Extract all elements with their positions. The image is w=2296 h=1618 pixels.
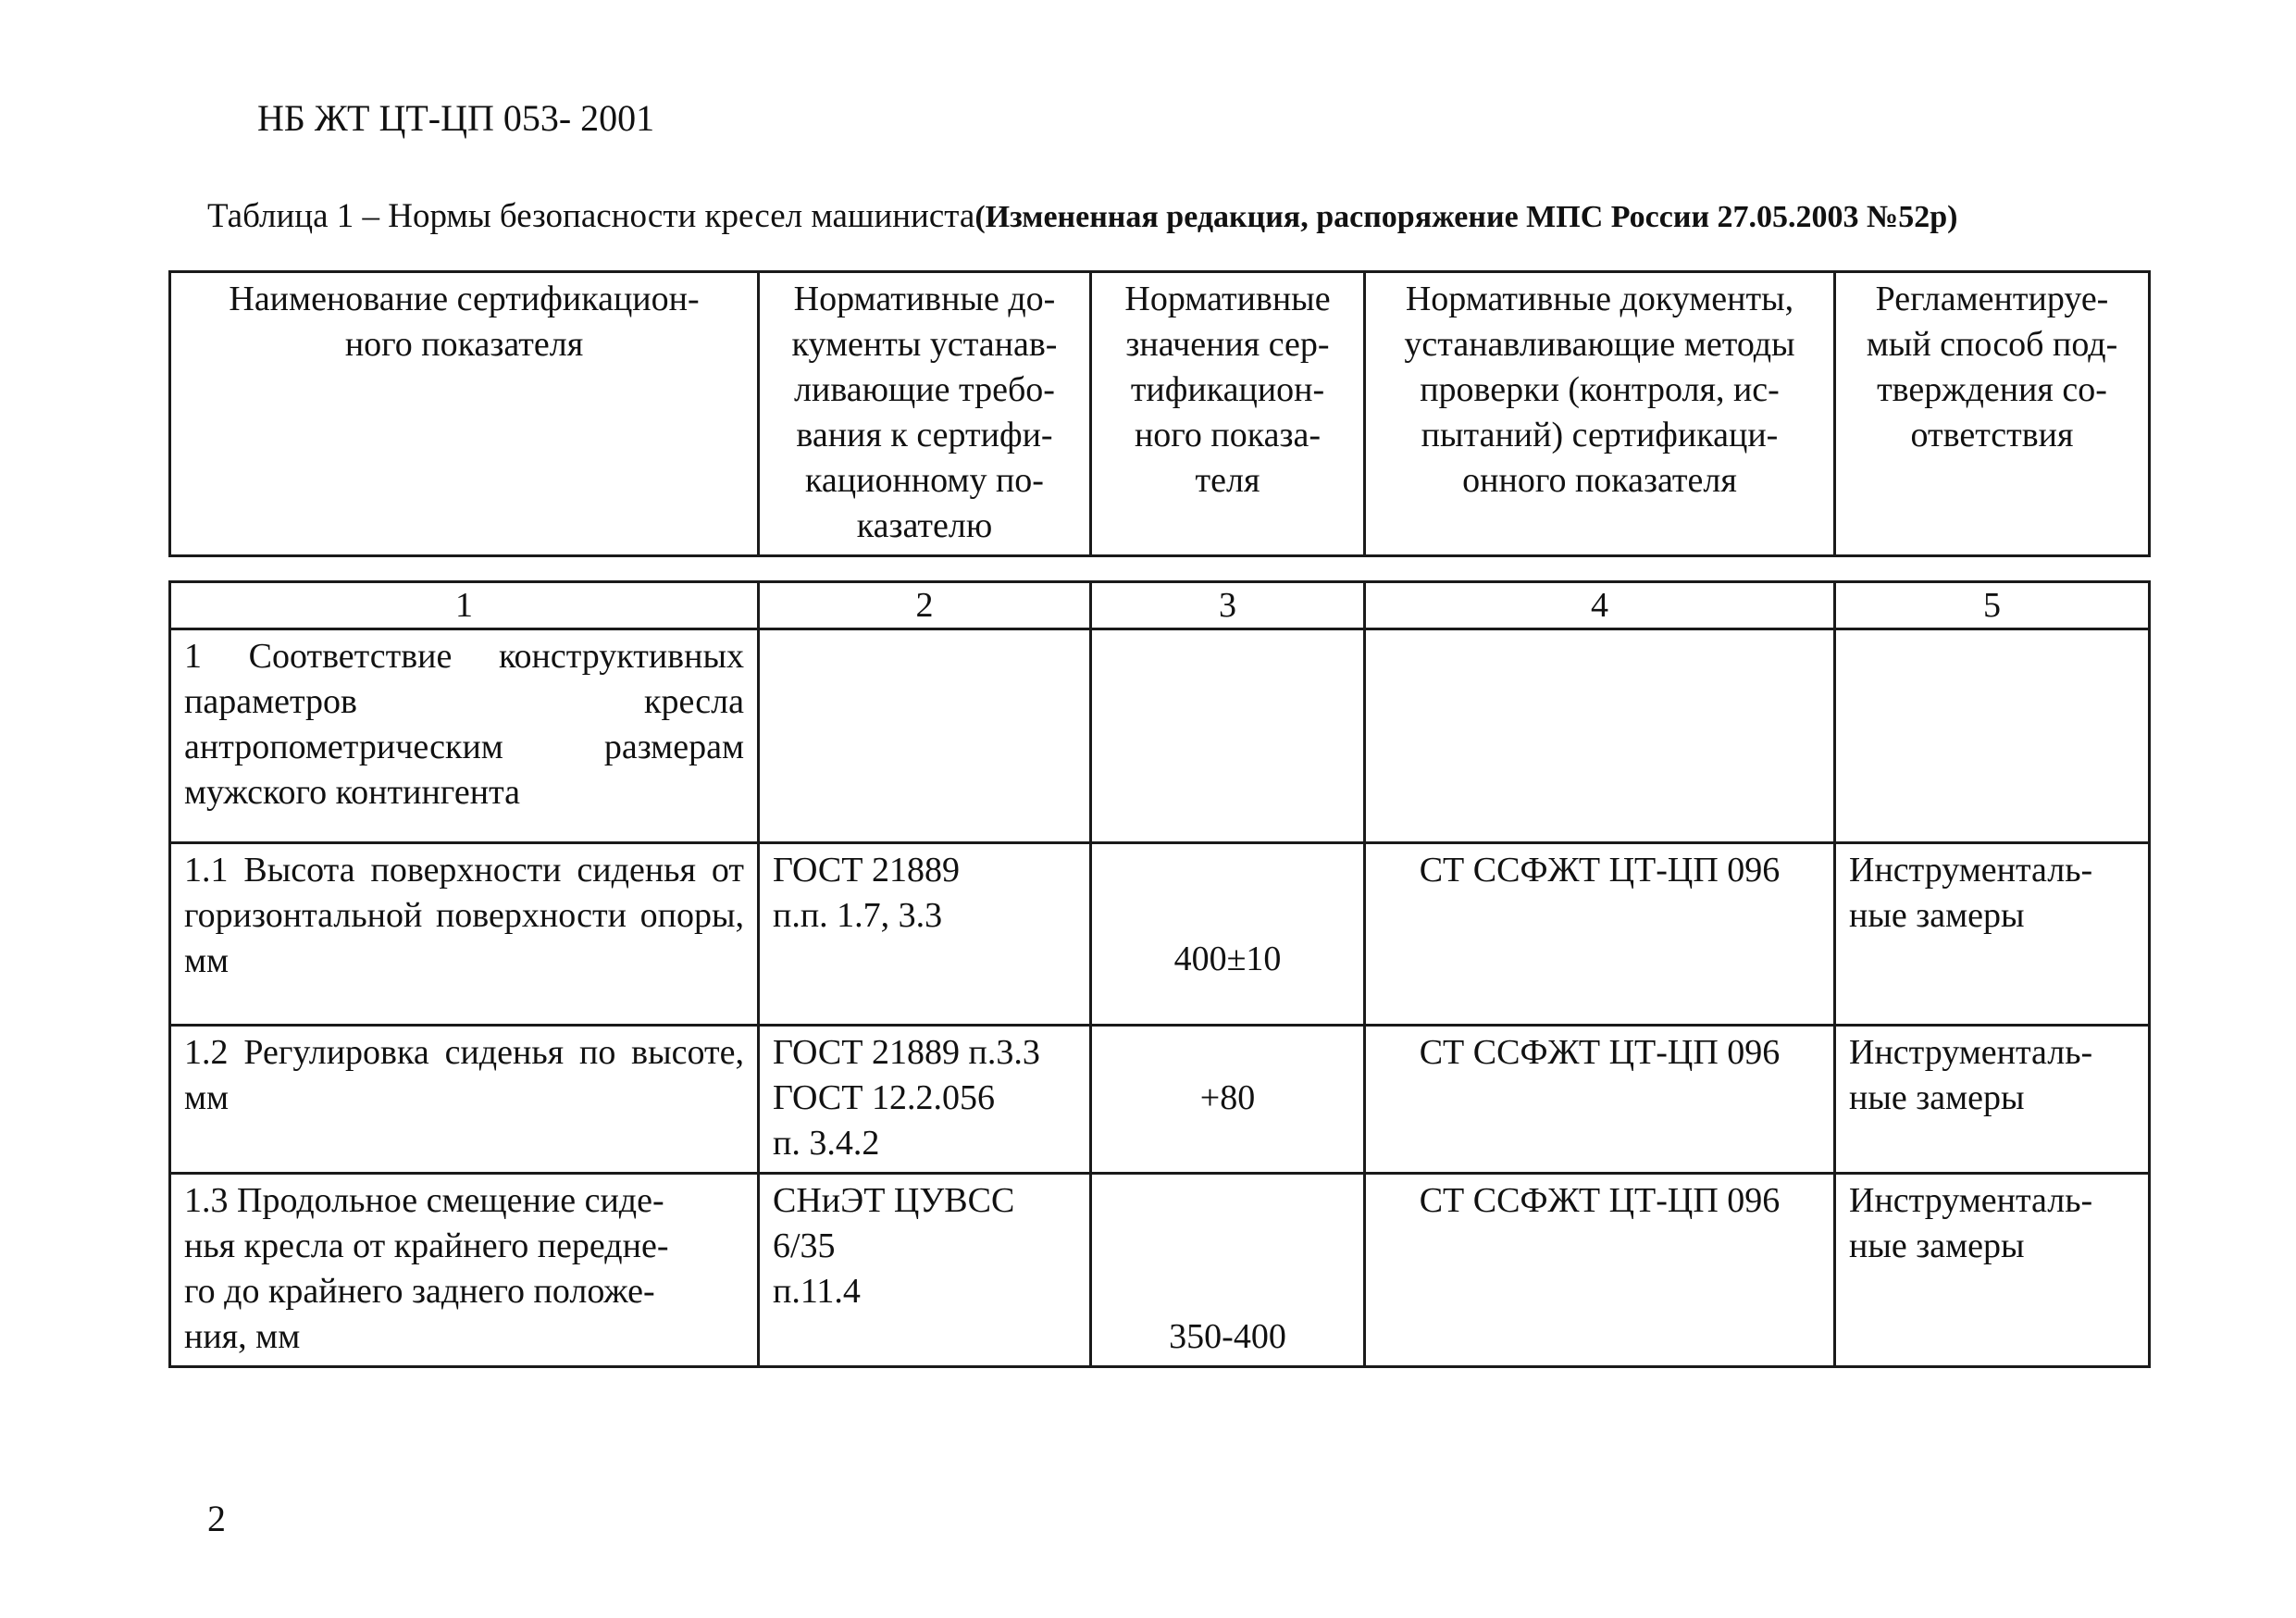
standards-cell: СНиЭТ ЦУВСС 6/35 п.11.4 (759, 1174, 1091, 1367)
indicator-cell: 1.1 Высота поверхности сиденья от горизонтальной поверхности опоры, мм (170, 843, 759, 1026)
standards-cell (759, 629, 1091, 843)
header-cell-confirmation: Регламентируе- мый способ под- тверждения со- ответствия (1835, 272, 2150, 556)
table-caption-amendment: (Измененная редакция, распоряжение МПС России 27.05.2003 №52р) (974, 200, 1958, 234)
header-cell-test-method: Нормативные документы, устанавливающие методы проверки (контроля, ис- пытаний) сертификаци- онного показателя (1365, 272, 1835, 556)
confirmation-cell: Инструменталь- ные замеры (1835, 1174, 2150, 1367)
confirmation-cell: Инструменталь- ные замеры (1835, 843, 2150, 1026)
indicator-cell: 1.2 Регулировка сиденья по высоте, мм (170, 1026, 759, 1174)
table-caption (207, 196, 1957, 236)
page-number: 2 (207, 1498, 226, 1539)
value-cell: 350-400 (1091, 1174, 1365, 1367)
test-method-cell: СТ ССФЖТ ЦТ-ЦП 096 (1365, 1174, 1835, 1367)
header-row (170, 272, 2150, 556)
column-number-row (170, 582, 2150, 629)
table-row (170, 629, 2150, 843)
column-number: 4 (1365, 582, 1835, 629)
column-number: 1 (170, 582, 759, 629)
document-code: НБ ЖТ ЦТ-ЦП 053- 2001 (257, 97, 655, 139)
table-body (168, 580, 2151, 1368)
indicator-cell: 1 Соответствие конструктивных параметров кресла антропометрическим размерам мужского контингента (170, 629, 759, 843)
header-cell-value: Нормативные значения сер- тификацион- ного показа- теля (1091, 272, 1365, 556)
standards-cell: ГОСТ 21889 п.п. 1.7, 3.3 (759, 843, 1091, 1026)
column-number: 2 (759, 582, 1091, 629)
table-row (170, 1174, 2150, 1367)
value-cell: +80 (1091, 1026, 1365, 1174)
standards-cell: ГОСТ 21889 п.3.3 ГОСТ 12.2.056 п. 3.4.2 (759, 1026, 1091, 1174)
test-method-cell (1365, 629, 1835, 843)
value-cell (1091, 629, 1365, 843)
header-cell-indicator: Наименование сертификацион- ного показателя (170, 272, 759, 556)
header-cell-standards: Нормативные до- кументы устанав- ливающие требо- вания к сертифи- кационному по- казателю (759, 272, 1091, 556)
confirmation-cell: Инструменталь- ные замеры (1835, 1026, 2150, 1174)
table-row (170, 843, 2150, 1026)
column-number: 5 (1835, 582, 2150, 629)
confirmation-cell (1835, 629, 2150, 843)
test-method-cell: СТ ССФЖТ ЦТ-ЦП 096 (1365, 843, 1835, 1026)
table-header (168, 270, 2151, 557)
value-cell: 400±10 (1091, 843, 1365, 1026)
column-number: 3 (1091, 582, 1365, 629)
table-caption-title: Таблица 1 – Нормы безопасности кресел машиниста (207, 197, 975, 235)
indicator-cell: 1.3 Продольное смещение сиде- нья кресла от крайнего передне- го до крайнего заднего положе- ния, мм (170, 1174, 759, 1367)
table-row (170, 1026, 2150, 1174)
test-method-cell: СТ ССФЖТ ЦТ-ЦП 096 (1365, 1026, 1835, 1174)
